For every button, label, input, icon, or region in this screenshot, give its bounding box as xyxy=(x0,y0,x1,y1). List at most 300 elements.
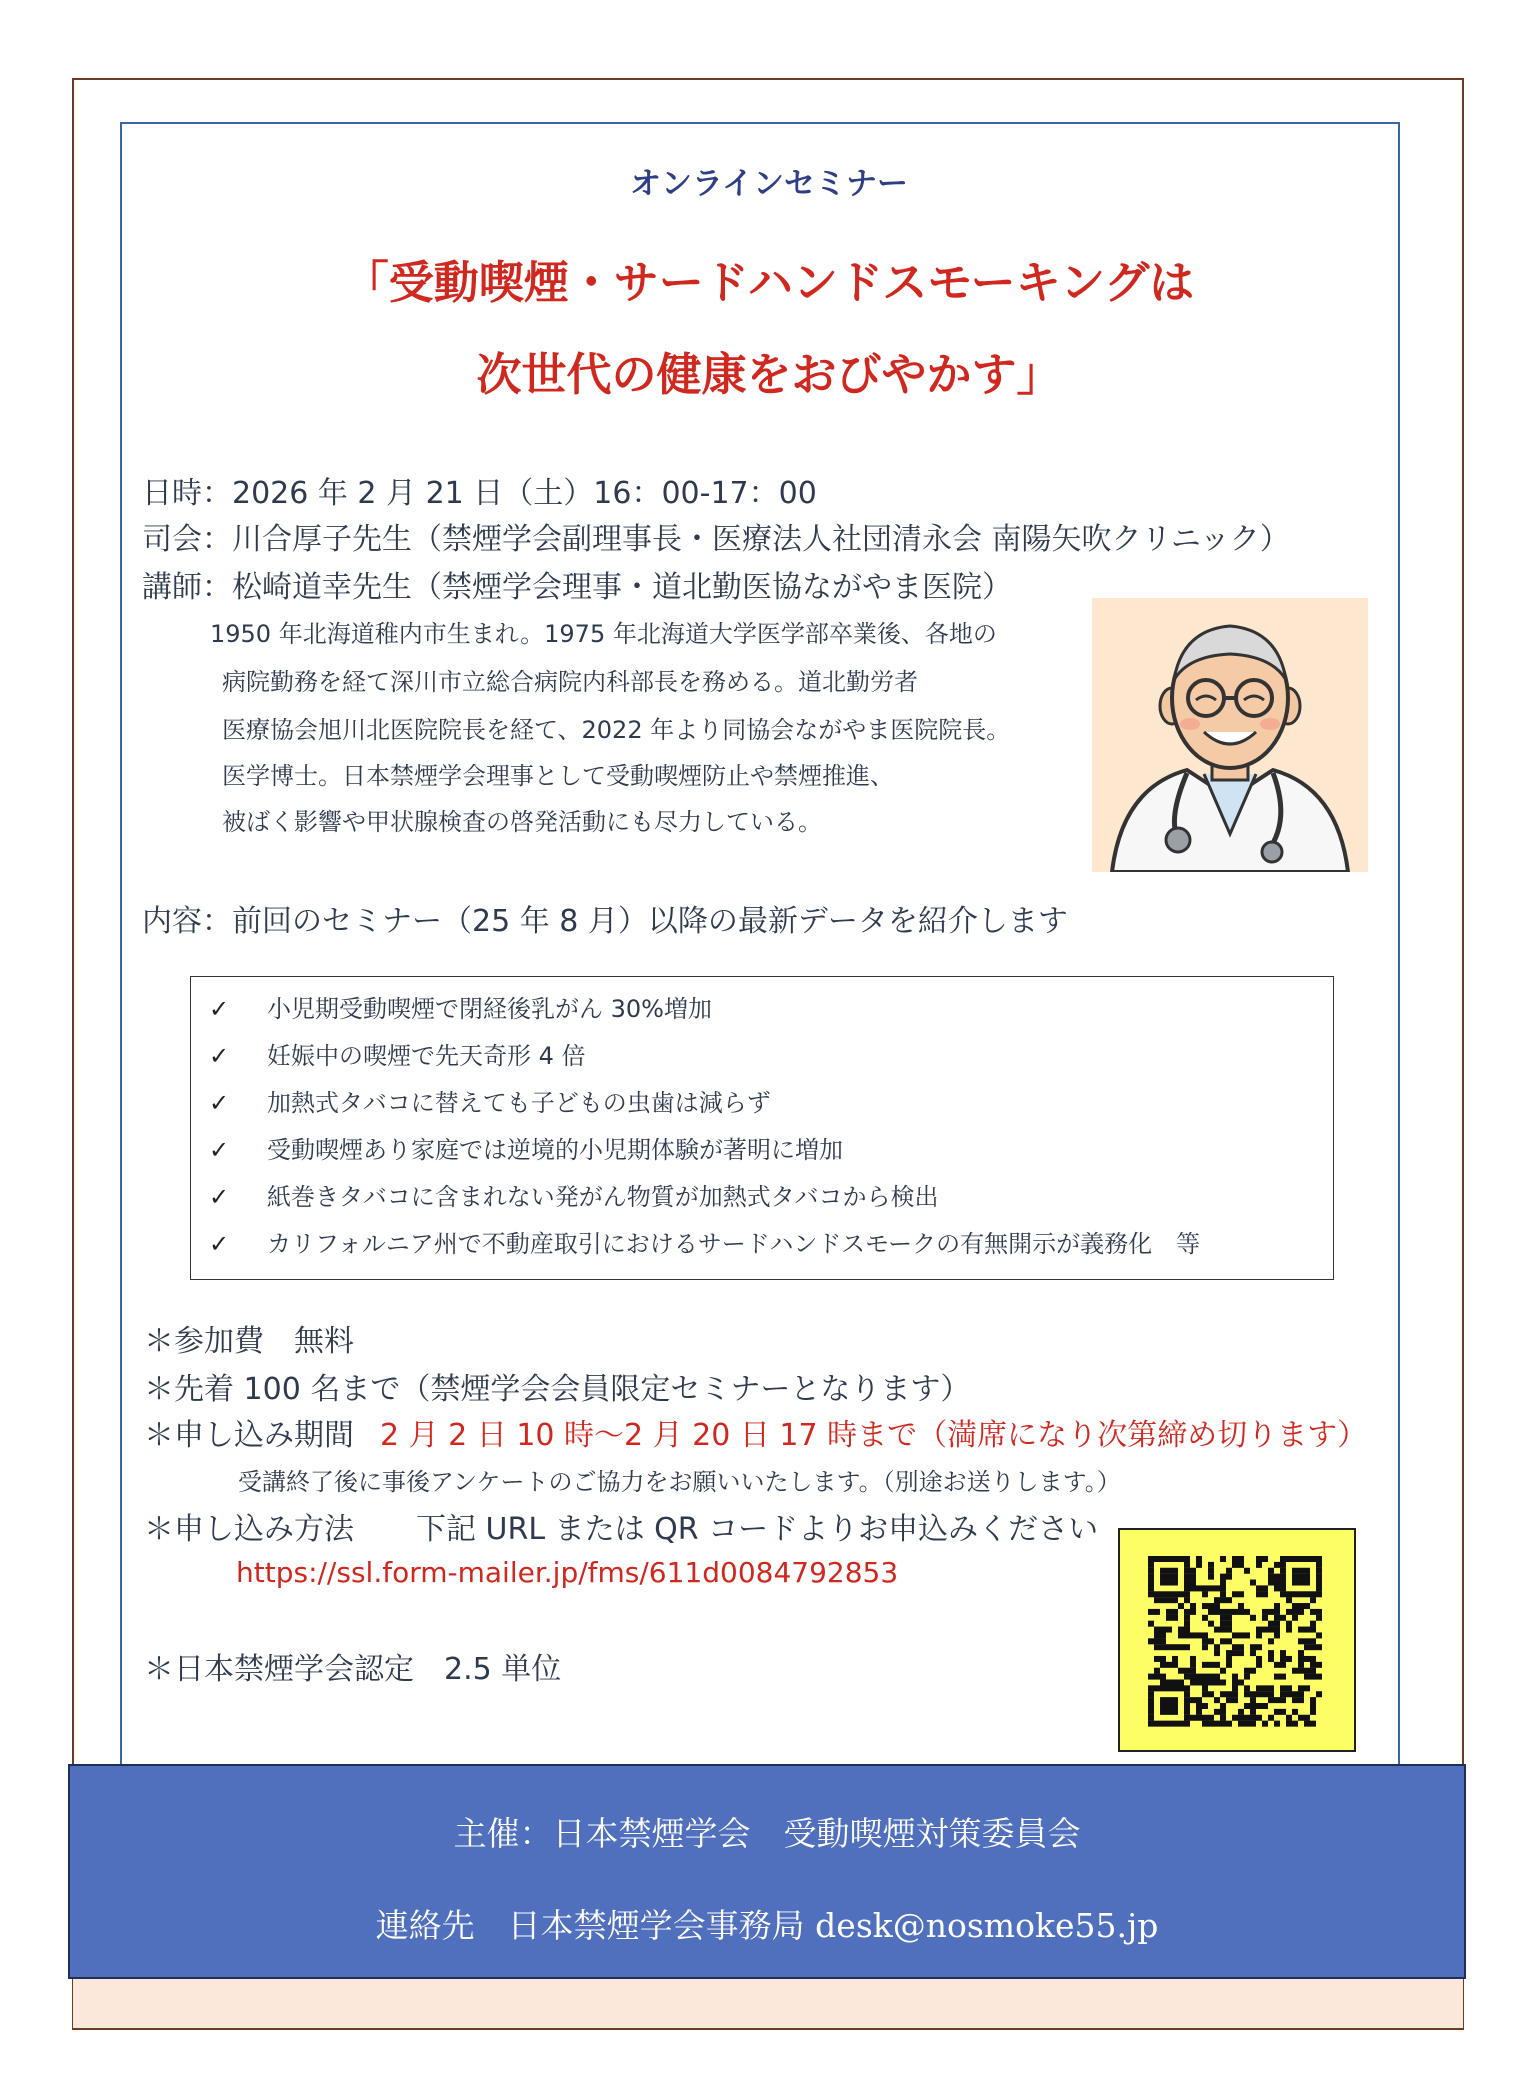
qr-module xyxy=(1238,1709,1244,1715)
qr-module xyxy=(1244,1668,1250,1674)
qr-module xyxy=(1244,1715,1250,1721)
qr-module xyxy=(1196,1679,1202,1685)
qr-module xyxy=(1226,1638,1232,1644)
qr-module xyxy=(1268,1574,1274,1580)
qr-module xyxy=(1154,1627,1160,1633)
qr-module xyxy=(1280,1697,1286,1703)
qr-module xyxy=(1208,1585,1214,1591)
qr-module xyxy=(1160,1632,1166,1638)
qr-module xyxy=(1268,1621,1274,1627)
qr-module xyxy=(1232,1715,1238,1721)
qr-module xyxy=(1166,1556,1172,1562)
qr-module xyxy=(1226,1662,1232,1668)
qr-module xyxy=(1244,1609,1250,1615)
qr-module xyxy=(1298,1691,1304,1697)
qr-module xyxy=(1226,1615,1232,1621)
qr-module xyxy=(1286,1715,1292,1721)
qr-module xyxy=(1214,1650,1220,1656)
checklist-item xyxy=(209,1130,843,1165)
qr-module xyxy=(1280,1574,1286,1580)
qr-module xyxy=(1172,1679,1178,1685)
qr-module xyxy=(1292,1580,1298,1586)
qr-module xyxy=(1202,1691,1208,1697)
qr-module xyxy=(1226,1656,1232,1662)
qr-module xyxy=(1268,1697,1274,1703)
qr-module xyxy=(1238,1632,1244,1638)
qr-module xyxy=(1184,1691,1190,1697)
qr-module xyxy=(1310,1721,1316,1727)
qr-module xyxy=(1316,1691,1322,1697)
qr-module xyxy=(1172,1574,1178,1580)
qr-module xyxy=(1280,1615,1286,1621)
qr-module xyxy=(1316,1568,1322,1574)
seminar-title-line1: 「受動喫煙・サードハンドスモーキングは xyxy=(343,256,1195,309)
qr-module xyxy=(1220,1621,1226,1627)
qr-module xyxy=(1172,1568,1178,1574)
qr-module xyxy=(1292,1568,1298,1574)
qr-module xyxy=(1202,1638,1208,1644)
qr-module xyxy=(1232,1697,1238,1703)
qr-module xyxy=(1232,1609,1238,1615)
qr-module xyxy=(1244,1721,1250,1727)
qr-module xyxy=(1160,1709,1166,1715)
qr-module xyxy=(1178,1603,1184,1609)
checklist-item xyxy=(209,1224,1200,1259)
qr-module xyxy=(1166,1662,1172,1668)
qr-module xyxy=(1268,1691,1274,1697)
qr-module xyxy=(1256,1703,1262,1709)
qr-module xyxy=(1316,1591,1322,1597)
qr-module xyxy=(1202,1591,1208,1597)
fee-text: ＊参加費 無料 xyxy=(144,1324,354,1359)
qr-module xyxy=(1250,1691,1256,1697)
qr-module xyxy=(1202,1674,1208,1680)
qr-module xyxy=(1280,1709,1286,1715)
qr-module xyxy=(1316,1609,1322,1615)
qr-module xyxy=(1232,1650,1238,1656)
qr-module xyxy=(1148,1621,1154,1627)
qr-module xyxy=(1316,1644,1322,1650)
qr-module xyxy=(1166,1627,1172,1633)
qr-module xyxy=(1172,1591,1178,1597)
qr-module xyxy=(1220,1715,1226,1721)
qr-module xyxy=(1196,1674,1202,1680)
qr-module xyxy=(1184,1621,1190,1627)
qr-module xyxy=(1172,1709,1178,1715)
qr-module xyxy=(1208,1568,1214,1574)
qr-module xyxy=(1280,1580,1286,1586)
lecturer-bio-line: 病院勤務を経て深川市立総合病院内科部長を務める。道北勤労者 xyxy=(222,668,918,696)
qr-module xyxy=(1262,1685,1268,1691)
qr-module xyxy=(1316,1562,1322,1568)
qr-module xyxy=(1160,1591,1166,1597)
contact-text: 連絡先 日本禁煙学会事務局 desk@nosmoke55.jp xyxy=(375,1906,1159,1945)
qr-module xyxy=(1226,1621,1232,1627)
qr-module xyxy=(1166,1591,1172,1597)
qr-module xyxy=(1274,1574,1280,1580)
qr-module xyxy=(1202,1721,1208,1727)
qr-module xyxy=(1256,1656,1262,1662)
qr-module xyxy=(1214,1709,1220,1715)
qr-module xyxy=(1148,1721,1154,1727)
qr-module xyxy=(1184,1585,1190,1591)
qr-module xyxy=(1184,1574,1190,1580)
qr-module xyxy=(1310,1609,1316,1615)
qr-module xyxy=(1280,1650,1286,1656)
qr-module xyxy=(1214,1697,1220,1703)
qr-module xyxy=(1196,1697,1202,1703)
survey-note: 受講終了後に事後アンケートのご協力をお願いいたします。（別途お送りします。） xyxy=(238,1468,1121,1496)
qr-module xyxy=(1274,1562,1280,1568)
qr-module xyxy=(1238,1603,1244,1609)
qr-module xyxy=(1268,1656,1274,1662)
qr-module xyxy=(1214,1662,1220,1668)
qr-module xyxy=(1184,1697,1190,1703)
qr-module xyxy=(1244,1691,1250,1697)
qr-module xyxy=(1304,1715,1310,1721)
qr-module xyxy=(1268,1568,1274,1574)
qr-module xyxy=(1178,1632,1184,1638)
qr-module xyxy=(1160,1580,1166,1586)
qr-module xyxy=(1154,1721,1160,1727)
qr-module xyxy=(1274,1697,1280,1703)
qr-module xyxy=(1148,1568,1154,1574)
organizer-text: 主催：日本禁煙学会 受動喫煙対策委員会 xyxy=(453,1814,1081,1853)
qr-module xyxy=(1148,1574,1154,1580)
qr-module xyxy=(1220,1585,1226,1591)
qr-module xyxy=(1196,1715,1202,1721)
qr-module xyxy=(1286,1609,1292,1615)
qr-module xyxy=(1316,1632,1322,1638)
qr-module xyxy=(1166,1615,1172,1621)
checklist-item-text: 妊娠中の喫煙で先天奇形 4 倍 xyxy=(267,1042,586,1070)
qr-module xyxy=(1184,1568,1190,1574)
qr-module xyxy=(1238,1591,1244,1597)
qr-module xyxy=(1160,1556,1166,1562)
qr-module xyxy=(1208,1662,1214,1668)
qr-module xyxy=(1190,1697,1196,1703)
qr-module xyxy=(1214,1674,1220,1680)
check-icon: ✓ xyxy=(209,1136,230,1164)
qr-module xyxy=(1214,1609,1220,1615)
qr-module xyxy=(1202,1632,1208,1638)
qr-module xyxy=(1238,1679,1244,1685)
qr-module xyxy=(1310,1703,1316,1709)
checklist-item xyxy=(209,1036,586,1071)
qr-module xyxy=(1262,1721,1268,1727)
checklist-item-text: 加熱式タバコに替えても子どもの虫歯は減らず xyxy=(267,1089,771,1117)
qr-module xyxy=(1274,1627,1280,1633)
period-value: 2 月 2 日 10 時～2 月 20 日 17 時まで（満席になり次第締め切ります） xyxy=(380,1418,1368,1453)
qr-module xyxy=(1172,1662,1178,1668)
qr-module xyxy=(1190,1715,1196,1721)
qr-module xyxy=(1220,1709,1226,1715)
qr-module xyxy=(1184,1609,1190,1615)
qr-module xyxy=(1184,1721,1190,1727)
qr-module xyxy=(1232,1691,1238,1697)
qr-module xyxy=(1166,1709,1172,1715)
qr-module xyxy=(1148,1674,1154,1680)
qr-module xyxy=(1298,1697,1304,1703)
bottom-strip xyxy=(73,1978,1463,2028)
qr-module xyxy=(1154,1656,1160,1662)
qr-module xyxy=(1160,1721,1166,1727)
qr-module xyxy=(1298,1580,1304,1586)
qr-module xyxy=(1202,1679,1208,1685)
qr-module xyxy=(1148,1697,1154,1703)
qr-module xyxy=(1196,1562,1202,1568)
qr-module xyxy=(1202,1644,1208,1650)
qr-module xyxy=(1244,1568,1250,1574)
qr-module xyxy=(1298,1638,1304,1644)
qr-module xyxy=(1178,1685,1184,1691)
qr-module xyxy=(1172,1597,1178,1603)
qr-module xyxy=(1184,1644,1190,1650)
checklist-item-text: 小児期受動喫煙で閉経後乳がん 30%増加 xyxy=(267,995,712,1023)
qr-module xyxy=(1190,1585,1196,1591)
qr-module xyxy=(1178,1721,1184,1727)
qr-module xyxy=(1196,1709,1202,1715)
qr-module xyxy=(1184,1615,1190,1621)
registration-url-link[interactable]: https://ssl.form-mailer.jp/fms/611d0084792853 xyxy=(236,1556,899,1589)
qr-module xyxy=(1172,1721,1178,1727)
qr-module xyxy=(1238,1556,1244,1562)
qr-module xyxy=(1274,1603,1280,1609)
qr-module xyxy=(1298,1574,1304,1580)
qr-module xyxy=(1256,1585,1262,1591)
qr-module xyxy=(1304,1668,1310,1674)
qr-module xyxy=(1304,1580,1310,1586)
qr-module xyxy=(1274,1674,1280,1680)
qr-module xyxy=(1220,1615,1226,1621)
qr-module xyxy=(1148,1585,1154,1591)
check-icon: ✓ xyxy=(209,1089,230,1117)
qr-module xyxy=(1154,1638,1160,1644)
qr-module xyxy=(1208,1574,1214,1580)
qr-module xyxy=(1262,1556,1268,1562)
qr-module xyxy=(1274,1585,1280,1591)
qr-module xyxy=(1220,1574,1226,1580)
capacity-text: ＊先着 100 名まで（禁煙学会会員限定セミナーとなります） xyxy=(144,1372,971,1407)
qr-module xyxy=(1172,1656,1178,1662)
qr-module xyxy=(1244,1674,1250,1680)
qr-module xyxy=(1166,1679,1172,1685)
qr-module xyxy=(1250,1715,1256,1721)
qr-module xyxy=(1268,1650,1274,1656)
checklist-item-text: カリフォルニア州で不動産取引におけるサードハンドスモークの有無開示が義務化 等 xyxy=(267,1230,1201,1258)
datetime-text: 日時：2026 年 2 月 21 日（土）16：00-17：00 xyxy=(142,476,817,511)
qr-module xyxy=(1274,1580,1280,1586)
qr-module xyxy=(1238,1644,1244,1650)
qr-module xyxy=(1184,1715,1190,1721)
content-text: 内容：前回のセミナー（25 年 8 月）以降の最新データを紹介します xyxy=(142,904,1068,939)
qr-module xyxy=(1262,1691,1268,1697)
qr-code-panel[interactable] xyxy=(1118,1528,1356,1752)
period-line xyxy=(144,1410,1367,1454)
method-label: ＊申し込み方法 xyxy=(144,1512,354,1547)
qr-module xyxy=(1298,1668,1304,1674)
checklist-item xyxy=(209,1177,939,1212)
qr-module xyxy=(1316,1556,1322,1562)
qr-module xyxy=(1304,1574,1310,1580)
qr-module xyxy=(1274,1709,1280,1715)
qr-module xyxy=(1208,1674,1214,1680)
qr-module xyxy=(1304,1556,1310,1562)
qr-module xyxy=(1184,1627,1190,1633)
qr-module xyxy=(1208,1679,1214,1685)
qr-module xyxy=(1310,1674,1316,1680)
qr-module xyxy=(1304,1685,1310,1691)
qr-module xyxy=(1310,1621,1316,1627)
qr-module xyxy=(1316,1615,1322,1621)
qr-module xyxy=(1274,1721,1280,1727)
qr-module xyxy=(1196,1632,1202,1638)
qr-module xyxy=(1244,1703,1250,1709)
qr-module xyxy=(1172,1609,1178,1615)
qr-module xyxy=(1286,1621,1292,1627)
qr-module xyxy=(1238,1609,1244,1615)
qr-module xyxy=(1262,1585,1268,1591)
qr-module xyxy=(1298,1568,1304,1574)
qr-module xyxy=(1304,1568,1310,1574)
qr-module xyxy=(1208,1721,1214,1727)
qr-module xyxy=(1256,1627,1262,1633)
qr-module xyxy=(1310,1597,1316,1603)
qr-module xyxy=(1250,1709,1256,1715)
qr-module xyxy=(1172,1644,1178,1650)
qr-module xyxy=(1154,1668,1160,1674)
check-icon: ✓ xyxy=(209,1230,230,1258)
qr-module xyxy=(1148,1703,1154,1709)
qr-module xyxy=(1226,1691,1232,1697)
qr-module xyxy=(1184,1668,1190,1674)
qr-module xyxy=(1166,1721,1172,1727)
lecturer-text: 講師：松崎道幸先生（禁煙学会理事・道北勤医協ながやま医院） xyxy=(142,570,1012,605)
qr-module xyxy=(1190,1580,1196,1586)
lecturer-bio-line: 医学博士。日本禁煙学会理事として受動喫煙防止や禁煙推進、 xyxy=(222,762,894,790)
qr-module xyxy=(1214,1679,1220,1685)
qr-module xyxy=(1298,1556,1304,1562)
qr-module xyxy=(1196,1585,1202,1591)
qr-module xyxy=(1286,1597,1292,1603)
qr-module xyxy=(1316,1574,1322,1580)
qr-module xyxy=(1256,1644,1262,1650)
qr-module xyxy=(1208,1715,1214,1721)
qr-module xyxy=(1310,1697,1316,1703)
qr-module xyxy=(1148,1685,1154,1691)
qr-module xyxy=(1208,1691,1214,1697)
qr-module xyxy=(1226,1721,1232,1727)
qr-module xyxy=(1148,1591,1154,1597)
qr-module xyxy=(1232,1562,1238,1568)
footer-banner xyxy=(68,1764,1466,1979)
qr-module xyxy=(1292,1697,1298,1703)
qr-module xyxy=(1160,1685,1166,1691)
method-line xyxy=(144,1504,1098,1548)
qr-module xyxy=(1226,1597,1232,1603)
qr-module xyxy=(1286,1627,1292,1633)
checklist-item-text: 紙巻きタバコに含まれない発がん物質が加熱式タバコから検出 xyxy=(267,1183,939,1211)
qr-module xyxy=(1154,1591,1160,1597)
qr-module xyxy=(1262,1627,1268,1633)
check-icon: ✓ xyxy=(209,1183,230,1211)
qr-module xyxy=(1160,1627,1166,1633)
qr-module xyxy=(1292,1668,1298,1674)
qr-module xyxy=(1160,1703,1166,1709)
qr-module xyxy=(1172,1556,1178,1562)
qr-module xyxy=(1184,1597,1190,1603)
qr-module xyxy=(1286,1691,1292,1697)
qr-module xyxy=(1298,1685,1304,1691)
qr-module xyxy=(1232,1685,1238,1691)
qr-module xyxy=(1202,1703,1208,1709)
qr-module xyxy=(1160,1662,1166,1668)
qr-module xyxy=(1280,1562,1286,1568)
qr-module xyxy=(1166,1703,1172,1709)
qr-module xyxy=(1274,1632,1280,1638)
qr-module xyxy=(1172,1685,1178,1691)
qr-module xyxy=(1292,1603,1298,1609)
qr-module xyxy=(1160,1597,1166,1603)
qr-module xyxy=(1190,1656,1196,1662)
qr-module xyxy=(1286,1656,1292,1662)
qr-module xyxy=(1160,1638,1166,1644)
check-icon: ✓ xyxy=(209,995,230,1023)
qr-module xyxy=(1184,1685,1190,1691)
qr-module xyxy=(1148,1638,1154,1644)
qr-module xyxy=(1154,1609,1160,1615)
qr-module xyxy=(1166,1697,1172,1703)
qr-module xyxy=(1220,1580,1226,1586)
qr-module xyxy=(1202,1715,1208,1721)
qr-module xyxy=(1244,1685,1250,1691)
qr-module xyxy=(1286,1721,1292,1727)
qr-module xyxy=(1298,1591,1304,1597)
qr-module xyxy=(1196,1556,1202,1562)
qr-module xyxy=(1292,1615,1298,1621)
qr-module xyxy=(1250,1644,1256,1650)
qr-module xyxy=(1214,1603,1220,1609)
qr-module xyxy=(1298,1662,1304,1668)
qr-module xyxy=(1280,1656,1286,1662)
qr-module xyxy=(1184,1703,1190,1709)
qr-module xyxy=(1256,1562,1262,1568)
qr-module xyxy=(1208,1609,1214,1615)
qr-module xyxy=(1310,1638,1316,1644)
qr-module xyxy=(1298,1650,1304,1656)
qr-module xyxy=(1190,1632,1196,1638)
qr-module xyxy=(1220,1591,1226,1597)
qr-module xyxy=(1196,1703,1202,1709)
qr-module xyxy=(1226,1650,1232,1656)
qr-module xyxy=(1310,1656,1316,1662)
qr-module xyxy=(1160,1644,1166,1650)
qr-module xyxy=(1256,1715,1262,1721)
qr-code xyxy=(1148,1556,1328,1728)
qr-module xyxy=(1220,1597,1226,1603)
qr-module xyxy=(1316,1580,1322,1586)
qr-module xyxy=(1190,1662,1196,1668)
qr-module xyxy=(1184,1591,1190,1597)
qr-module xyxy=(1304,1627,1310,1633)
qr-module xyxy=(1262,1703,1268,1709)
lecturer-bio-line: 医療協会旭川北医院院長を経て、2022 年より同協会ながやま医院院長。 xyxy=(222,716,1011,744)
qr-module xyxy=(1184,1709,1190,1715)
qr-module xyxy=(1298,1656,1304,1662)
qr-module xyxy=(1166,1609,1172,1615)
qr-module xyxy=(1160,1568,1166,1574)
qr-module xyxy=(1220,1638,1226,1644)
